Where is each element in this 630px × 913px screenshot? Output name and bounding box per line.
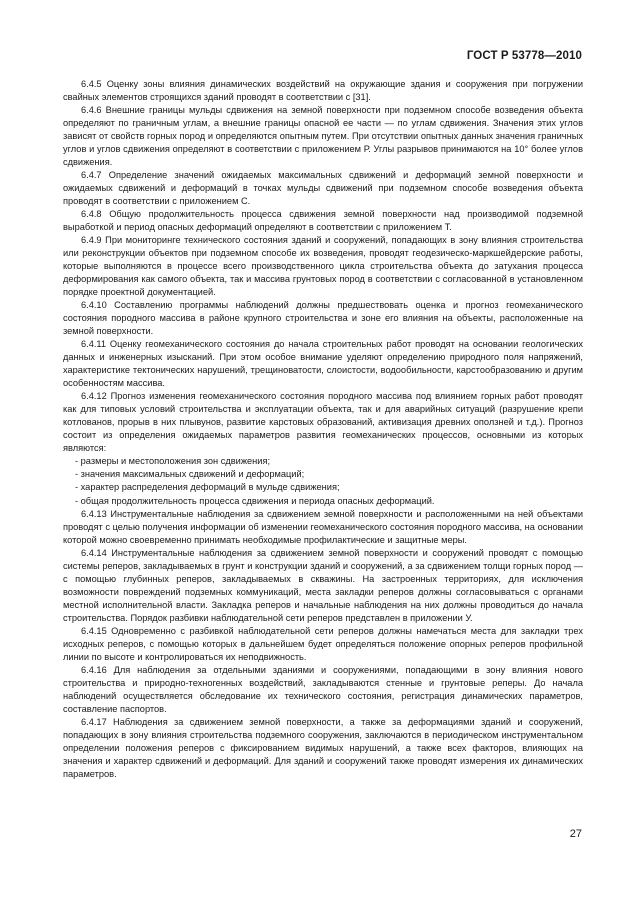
paragraph-6-4-5: 6.4.5 Оценку зоны влияния динамических воздействий на окружающие здания и сооружения при погружении свайных элементов строящихся зданий проводят в соответствии с [31]. [63, 79, 583, 103]
paragraph-6-4-13: 6.4.13 Инструментальные наблюдения за сдвижением земной поверхности и расположенными на ней объектами проводят с целью получения информации об изменении геомеханического состояния породного массива, на основании которой можно своевременно принимать необходимые профилактические и защитные меры. [63, 508, 583, 545]
paragraph-6-4-9: 6.4.9 При мониторинге технического состояния зданий и сооружений, попадающих в зону влияния строительства или реконструкции объектов при подземном способе их возведения, проводят геодезическо-маркшейдерские работы, которые выполняются в процессе всего производственного цикла строительства объекта до затухания процесса деформирования как самого объекта, так и массива грунтовых пород в соответствии с согласованной в установленном порядке проектной документацией. [63, 235, 583, 298]
list-item: - характер распределения деформаций в мульде сдвижения; [63, 481, 583, 494]
paragraph-6-4-15: 6.4.15 Одновременно с разбивкой наблюдательной сети реперов должны намечаться места для закладки трех исходных реперов, с помощью которых в дальнейшем будет определяться положение опорных реперов профильной линии по высоте и контролироваться их неподвижность. [63, 625, 583, 662]
list-item: - значения максимальных сдвижений и деформаций; [63, 468, 583, 481]
paragraph-6-4-12: 6.4.12 Прогноз изменения геомеханического состояния породного массива под влиянием горных работ проводят как для типовых условий строительства и эксплуатации объекта, так и для аварийных ситуаций (разрушение крепи котлованов, прорыв в них плывунов, развитие карстовых образований, активизация древних оползней и т.д.). Прогноз состоит из определения ожидаемых параметров развития геомеханических процессов, основными из которых являются: [63, 391, 583, 454]
paragraph-6-4-10: 6.4.10 Составлению программы наблюдений должны предшествовать оценка и прогноз геомеханического состояния породного массива в районе крупного строительства и зоне его влияния на объекты, расположенные на земной поверхности. [63, 300, 583, 337]
paragraph-6-4-7: 6.4.7 Определение значений ожидаемых максимальных сдвижений и деформаций земной поверхности и ожидаемых сдвижений и деформаций в точках мульды сдвижений при подземном способе возведения объекта проводят в соответствии с приложением С. [63, 170, 583, 207]
paragraph-6-4-17: 6.4.17 Наблюдения за сдвижением земной поверхности, а также за деформациями зданий и сооружений, попадающих в зону влияния строительства подземного сооружения, заключаются в периодическом инструментальном определении положения реперов с фиксированием видимых нарушений, а также всех факторов, влияющих на значения и характер сдвижений и деформаций. Для зданий и сооружений также проводят измерения их динамических параметров. [63, 716, 583, 779]
paragraph-6-4-8: 6.4.8 Общую продолжительность процесса сдвижения земной поверхности над производимой подземной выработкой и период опасных деформаций определяют в соответствии с приложением Т. [63, 209, 583, 233]
list-item: - размеры и местоположения зон сдвижения; [63, 455, 583, 468]
list-item: - общая продолжительность процесса сдвижения и периода опасных деформаций. [63, 495, 583, 508]
document-body [63, 78, 583, 781]
paragraph-6-4-6: 6.4.6 Внешние границы мульды сдвижения на земной поверхности при подземном способе возведения объекта определяют по граничным углам, а внешние границы опасной ее части — по углам сдвижения. Значения этих углов зависят от свойств горных пород и определяются опытным путем. При отсутствии опытных данных значения граничных углов и углов сдвижения определяют в соответствии с приложением Р. Углы разрывов принимаются на 10° более углов сдвижения. [63, 105, 583, 168]
forecast-parameters-list [63, 455, 583, 507]
page-number: 27 [569, 828, 582, 840]
paragraph-6-4-14: 6.4.14 Инструментальные наблюдения за сдвижением земной поверхности и сооружений проводят с помощью системы реперов, закладываемых в грунт и конструкции зданий и сооружений, а за сдвижением толщи горных пород — с помощью глубинных реперов, закладываемых в скважины. На застроенных территориях, для исключения возможности повреждений подземных коммуникаций, места закладки реперов должны согласовываться с органами местной исполнительной власти. Закладка реперов и начальные наблюдения на них должны проводиться до начала строительства. Порядок разбивки наблюдательной сети реперов представлен в приложении У. [63, 547, 583, 623]
paragraph-6-4-16: 6.4.16 Для наблюдения за отдельными зданиями и сооружениями, попадающими в зону влияния нового строительства и природно-техногенных воздействий, закладываются стенные и грунтовые реперы. До начала наблюдений осуществляется обследование их технического состояния, регистрация динамических параметров, составление паспортов. [63, 664, 583, 714]
paragraph-6-4-11: 6.4.11 Оценку геомеханического состояния до начала строительных работ проводят на основании геологических данных и инженерных изысканий. При этом особое внимание уделяют определению природного поля напряжений, характеристике тектонических нарушений, трещиноватости, слоистости, водообильности, карстообразованию и другим особенностям массива. [63, 339, 583, 389]
document-code: ГОСТ Р 53778—2010 [466, 50, 582, 62]
